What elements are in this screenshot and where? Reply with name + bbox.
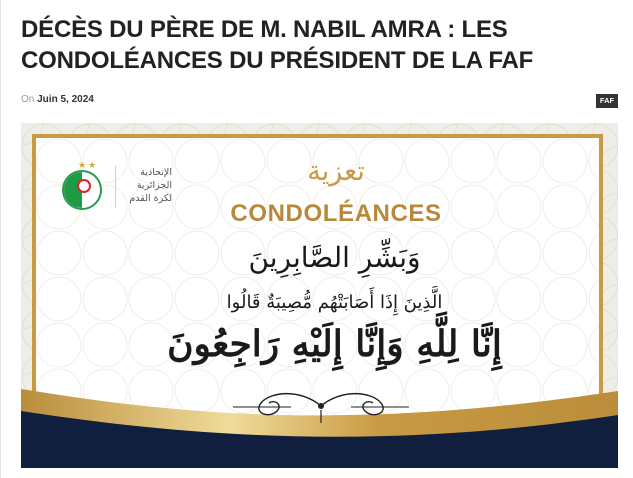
condolences-heading: CONDOLÉANCES xyxy=(230,200,442,227)
verse-line-1: وَبَشِّرِ الصَّابِرِينَ xyxy=(248,241,421,274)
logo-text-line: الإتحادية xyxy=(140,167,172,178)
arabic-heading: تعزية xyxy=(307,156,365,187)
football-icon xyxy=(62,170,102,210)
verse-line-2: الَّذِينَ إِذَا أَصَابَتْهُم مُّصِيبَةٌ قَالُوا xyxy=(226,292,443,313)
left-divider xyxy=(0,0,1,478)
meta-prefix: On xyxy=(21,94,35,105)
ornament-divider xyxy=(231,385,411,427)
category-badge[interactable]: FAF xyxy=(596,94,618,108)
article-meta xyxy=(21,94,94,105)
logo-text-line: لكرة القدم xyxy=(129,193,172,204)
article-date[interactable]: Juin 5, 2024 xyxy=(37,94,94,105)
logo-text-line: الجزائرية xyxy=(136,180,172,191)
stars-icon: ★★ xyxy=(78,160,99,170)
article-title: DÉCÈS DU PÈRE DE M. NABIL AMRA : LES CONDOLÉANCES DU PRÉSIDENT DE LA FAF xyxy=(21,16,534,74)
verse-line-3: إِنَّا لِلَّهِ وَإِنَّا إِلَيْهِ رَاجِعُونَ xyxy=(167,323,502,365)
featured-image xyxy=(21,123,618,468)
logo-divider xyxy=(115,166,116,208)
